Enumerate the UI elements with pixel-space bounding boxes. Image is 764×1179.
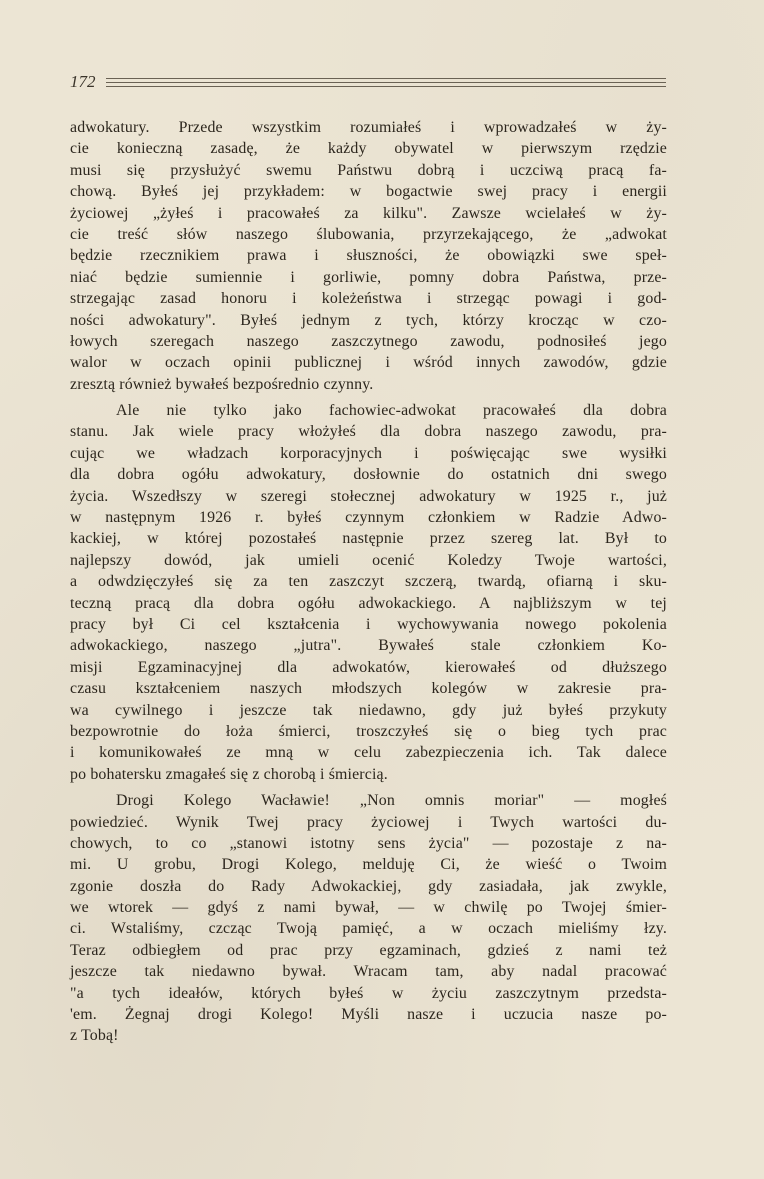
text-line: dla dobra ogółu adwokatury, dosłownie do ostatnich dni swego: [70, 466, 667, 484]
text-line: a odwdzięczyłeś się za ten zaszczyt szczerą, twardą, ofiarną i sku-: [70, 573, 667, 591]
text-line: 'em. Żegnaj drogi Kolego! Myśli nasze i uczucia nasze po-: [70, 1006, 667, 1024]
text-line: po bohatersku zmagałeś się z chorobą i śmiercią.: [70, 765, 388, 783]
header-rule: [106, 78, 666, 79]
text-line: niać będzie sumiennie i gorliwie, pomny dobra Państwa, prze-: [70, 268, 667, 286]
text-line: musi się przysłużyć swemu Państwu dobrą i uczciwą pracą fa-: [70, 161, 667, 179]
text-line: powiedzieć. Wynik Twej pracy życiowej i Twych wartości du-: [70, 813, 667, 831]
text-line: ności adwokatury". Byłeś jednym z tych, którzy krocząc w czo-: [70, 311, 667, 329]
text-line: cie treść słów naszego ślubowania, przyrzekającego, że „adwokat: [70, 225, 667, 243]
page-number: 172: [70, 72, 96, 91]
text-line: bezpowrotnie do łoża śmierci, troszczyłeś się o bieg tych prac: [70, 722, 667, 740]
text-line: zgonie doszła do Rady Adwokackiej, gdy zasiadała, jak zwykle,: [70, 877, 667, 895]
text-line: cując we władzach korporacyjnych i poświęcając swe wysiłki: [70, 444, 667, 462]
text-line: Ale nie tylko jako fachowiec-adwokat pracowałeś dla dobra: [116, 402, 667, 420]
paragraph: [70, 117, 667, 395]
text-line: walor w oczach opinii publicznej i wśród innych zawodów, gdzie: [70, 354, 667, 372]
text-line: ci. Wstaliśmy, czcząc Twoją pamięć, a w oczach mieliśmy łzy.: [70, 920, 667, 938]
text-line: adwokackiego, naszego „jutra". Bywałeś stale członkiem Ko-: [70, 637, 667, 655]
text-line: życiowej „żyłeś i pracowałeś za kilku". Zawsze wcielałeś w ży-: [70, 204, 667, 222]
text-line: cie konieczną zasadę, że każdy obywatel w pierwszym rzędzie: [70, 140, 667, 158]
body-text: [70, 117, 667, 1047]
text-line: będzie rzecznikiem prawa i słuszności, że obowiązki swe speł-: [70, 247, 667, 265]
text-line: łowych szeregach naszego zaszczytnego zawodu, podnosiłeś jego: [70, 332, 667, 350]
text-line: czasu kształceniem naszych młodszych kolegów w zakresie pra-: [70, 680, 667, 698]
text-line: we wtorek — gdyś z nami bywał, — w chwilę po Twojej śmier-: [70, 899, 667, 917]
paragraph: [70, 790, 667, 1047]
text-line: i komunikowałeś ze mną w celu zabezpieczenia ich. Tak dalece: [70, 744, 667, 762]
text-line: w następnym 1926 r. byłeś czynnym członkiem w Radzie Adwo-: [70, 509, 667, 527]
text-line: stanu. Jak wiele pracy włożyłeś dla dobra naszego zawodu, pra-: [70, 423, 667, 441]
text-line: Teraz odbiegłem od prac przy egzaminach, gdzieś z nami też: [70, 941, 667, 959]
text-line: "a tych ideałów, których byłeś w życiu zaszczytnym przedsta-: [70, 984, 667, 1002]
text-line: życia. Wszedłszy w szeregi stołecznej adwokatury w 1925 r., już: [70, 487, 667, 505]
text-line: teczną pracą dla dobra ogółu adwokackiego. A najbliższym w tej: [70, 594, 667, 612]
page-header: [70, 72, 666, 96]
text-line: najlepszy dowód, jak umieli ocenić Koledzy Twoje wartości,: [70, 551, 667, 569]
text-line: Drogi Kolego Wacławie! „Non omnis moriar" — mogłeś: [116, 792, 667, 810]
header-rule: [106, 82, 666, 83]
text-line: misji Egzaminacyjnej dla adwokatów, kierowałeś od dłuższego: [70, 658, 667, 676]
paragraph: [70, 400, 667, 785]
text-line: strzegając zasad honoru i koleżeństwa i strzegąc powagi i god-: [70, 290, 667, 308]
text-line: wa cywilnego i jeszcze tak niedawno, gdy już byłeś przykuty: [70, 701, 667, 719]
text-line: z Tobą!: [70, 1027, 119, 1045]
text-line: chową. Byłeś jej przykładem: w bogactwie swej pracy i energii: [70, 183, 667, 201]
text-line: kackiej, w której pozostałeś następnie przez szereg lat. Był to: [70, 530, 667, 548]
text-line: pracy był Ci cel kształcenia i wychowywania nowego pokolenia: [70, 615, 667, 633]
text-line: chowych, to co „stanowi istotny sens życia" — pozostaje z na-: [70, 834, 667, 852]
header-rule: [106, 86, 666, 87]
text-line: jeszcze tak niedawno bywał. Wracam tam, aby nadal pracować: [70, 963, 667, 981]
text-line: zresztą również bywałeś bezpośrednio czynny.: [70, 375, 374, 393]
text-line: adwokatury. Przede wszystkim rozumiałeś i wprowadzałeś w ży-: [70, 119, 667, 136]
text-line: mi. U grobu, Drogi Kolego, melduję Ci, że wieść o Twoim: [70, 856, 667, 874]
